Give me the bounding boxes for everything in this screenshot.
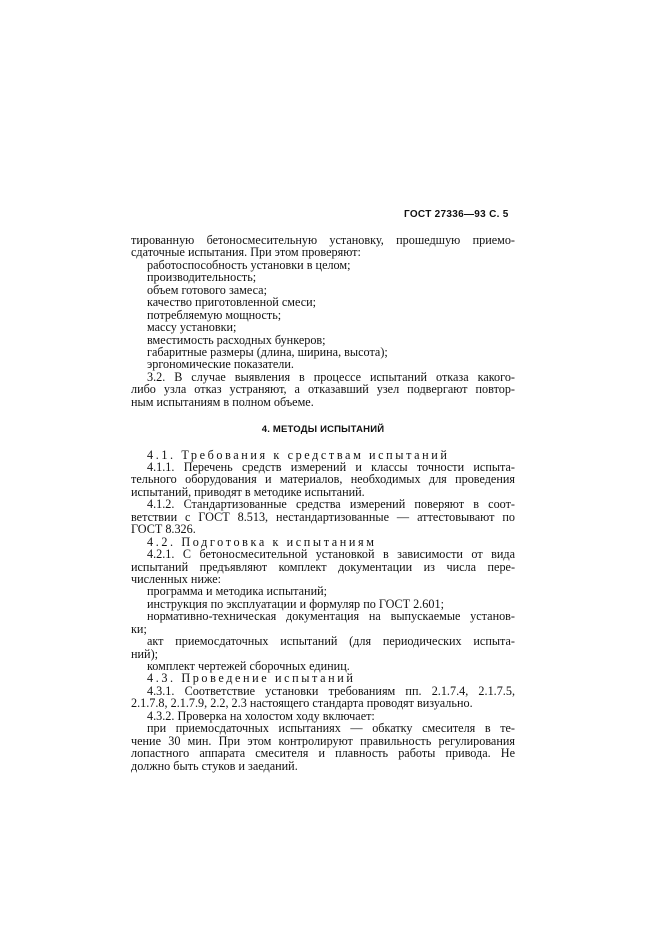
- text-line: 4.2.1. С бетоносмесительной установкой в зависимости от вида: [147, 547, 515, 562]
- list-item: работоспособность установки в целом;: [147, 257, 351, 272]
- text-line: численных ниже:: [131, 571, 222, 586]
- list-item: потребляемую мощность;: [147, 307, 282, 322]
- text-line: сдаточные испытания. При этом проверяют:: [131, 245, 361, 260]
- list-item: массу установки;: [147, 320, 237, 335]
- text-line: либо узла отказ устраняют, а отказавший узел подвергают повтор-: [131, 382, 515, 397]
- text-line: испытаний, приводят в методике испытаний.: [131, 484, 365, 499]
- list-item: производительность;: [147, 270, 257, 285]
- text-line: ГОСТ 8.326.: [131, 522, 196, 537]
- text-line: испытаний предъявляют комплект документации из числа пере-: [131, 559, 515, 574]
- text-line: 2.1.7.8, 2.1.7.9, 2.2, 2.3 настоящего стандарта проводят визуально.: [131, 696, 473, 711]
- text-line: 4.1.1. Перечень средств измерений и классы точности испыта-: [147, 460, 515, 474]
- list-item: вместимость расходных бункеров;: [147, 332, 326, 347]
- list-item: инструкция по эксплуатации и формуляр по ГОСТ 2.601;: [147, 596, 444, 611]
- paragraph-4-3-2: 4.3.2. Проверка на холостом ходу включает:: [147, 708, 375, 723]
- text-line: тельного оборудования и материалов, необходимых для проведения: [131, 472, 515, 487]
- text-line: лопастного аппарата смесителя и плавность работы привода. Не: [131, 746, 515, 761]
- list-item: качество приготовленной смеси;: [147, 295, 317, 310]
- subsection-title: 4.3. Проведение испытаний: [147, 671, 356, 686]
- subsection-title: 4.2. Подготовка к испытаниям: [147, 534, 377, 549]
- text-line: 3.2. В случае выявления в процессе испытаний отказа какого-: [147, 369, 515, 384]
- text-line: должно быть стуков и заеданий.: [131, 758, 298, 773]
- documents-list: [131, 585, 515, 672]
- text-line: тированную бетоносмесительную установку, прошедшую приемо-: [131, 233, 515, 247]
- list-item: объем готового замеса;: [147, 282, 267, 297]
- list-item: эргономические показатели.: [147, 357, 294, 372]
- text-line: 4.3.1. Соответствие установки требованиям пп. 2.1.7.4, 2.1.7.5,: [147, 683, 515, 698]
- checks-list: [131, 259, 515, 371]
- text-line: при приемосдаточных испытаниях — обкатку смесителя в те-: [147, 721, 515, 736]
- subsection-title: 4.1. Требования к средствам испытаний: [147, 447, 450, 462]
- text-line: ным испытаниям в полном объеме.: [131, 394, 314, 409]
- text-line: чение 30 мин. При этом контролируют правильность регулирования: [131, 733, 515, 748]
- list-item-continuation: ки;: [131, 621, 147, 636]
- paragraph-4-3-1: [131, 685, 515, 710]
- list-item: программа и методика испытаний;: [147, 584, 328, 599]
- paragraph-3-2: [131, 371, 515, 408]
- paragraph-4-1-2: [131, 498, 515, 535]
- list-item: нормативно-техническая документация на выпускаемые установ-: [147, 609, 515, 624]
- text-line: ветствии с ГОСТ 8.513, нестандартизованные — аттестовывают по: [131, 509, 515, 524]
- list-item-continuation: ний);: [131, 646, 159, 661]
- list-item: акт приемосдаточных испытаний (для периодических испыта-: [147, 634, 515, 649]
- list-item: габаритные размеры (длина, ширина, высота);: [147, 344, 388, 359]
- paragraph-4-1-1: [131, 461, 515, 498]
- paragraph-4-3-2-text: [131, 722, 515, 772]
- running-header: ГОСТ 27336—93 С. 5: [404, 209, 509, 220]
- text-line: 4.1.2. Стандартизованные средства измерений поверяют в соот-: [147, 497, 515, 512]
- list-item: комплект чертежей сборочных единиц.: [147, 659, 350, 673]
- paragraph-4-2-1: [131, 548, 515, 585]
- section-heading: 4. МЕТОДЫ ИСПЫТАНИЙ: [261, 424, 385, 436]
- document-body: [131, 234, 515, 772]
